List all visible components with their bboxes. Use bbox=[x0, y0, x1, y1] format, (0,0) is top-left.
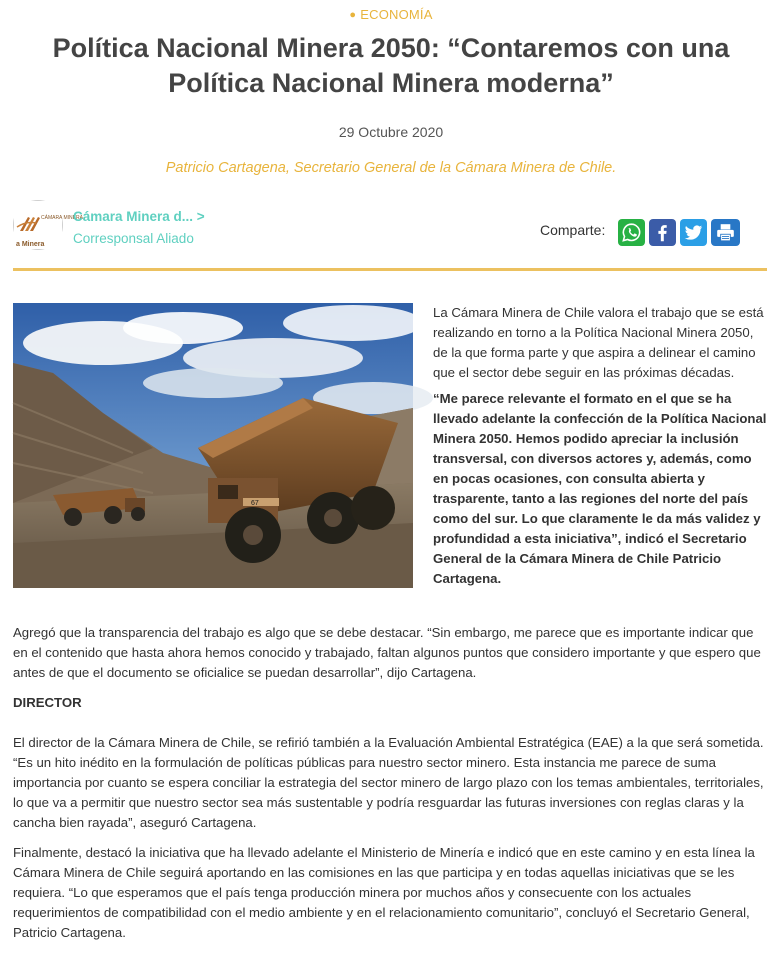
camara-minera-logo-icon bbox=[14, 201, 83, 249]
paragraph-director-text: El director de la Cámara Minera de Chile, se refirió también a la Evaluación Ambiental Estratégica (EAE) a la que será sometida. “Es un hito inédito en la formulación de políticas públicas para nuestro sector minero. Esta instancia me parece de suma importancia por cuanto se espera conciliar la estrategia del sector minero de largo plazo con los temas ambientales, territoriales, lo que va a permitir que nuestro sector sea más sustentable y podría resguardar las futuras inversiones con reglas claras y la cancha bien rayada”, aseguró Cartagena. bbox=[13, 735, 764, 830]
logo-text-top: CÁMARA MINERA bbox=[41, 215, 83, 221]
author-name-link[interactable]: Cámara Minera d... > bbox=[73, 209, 205, 224]
author-role-link[interactable]: Corresponsal Aliado bbox=[73, 231, 194, 246]
article-subtitle: Patricio Cartagena, Secretario General de la Cámara Minera de Chile. bbox=[165, 160, 617, 176]
share-twitter-button[interactable] bbox=[680, 219, 707, 246]
paragraph-final-text: Finalmente, destacó la iniciativa que ha llevado adelante el Ministerio de Minería e indicó que en este camino y en esta línea la Cámara Minera de Chile seguirá aportando en las comisiones en las que participa y en todas aquellas iniciativas que se les requiera. “Lo que esperamos que el país tenga producción minera por muchos años y consecuente con los actuales requerimientos de compatibilidad con el medio ambiente y en el relacionamiento comunitario”, concluyó el Secretario General, Patricio Cartagena. bbox=[13, 845, 755, 940]
article-date: 29 Octubre 2020 bbox=[338, 124, 444, 140]
article-photo bbox=[13, 303, 413, 588]
category-label[interactable] bbox=[0, 7, 782, 22]
paragraph-intro: La Cámara Minera de Chile valora el trabajo que se está realizando en torno a la Política Nacional Minera 2050, de la que forma parte y que aspira a delinear el camino que el sector debe seguir en las próximas décadas. bbox=[433, 305, 764, 380]
logo-text-bottom: a Minera bbox=[16, 241, 45, 248]
intro-column bbox=[433, 303, 767, 595]
print-button[interactable] bbox=[711, 219, 740, 246]
paragraph-final bbox=[13, 843, 769, 943]
print-icon bbox=[715, 222, 736, 243]
header-divider bbox=[13, 268, 767, 271]
share-facebook-button[interactable] bbox=[649, 219, 676, 246]
paragraph-director bbox=[13, 733, 769, 833]
category-dot-icon: ● bbox=[349, 9, 357, 21]
share-label: Comparte: bbox=[540, 222, 606, 238]
category-text[interactable]: ECONOMÍA bbox=[360, 7, 433, 22]
author-avatar[interactable] bbox=[13, 200, 83, 250]
section-heading-director: DIRECTOR bbox=[13, 695, 82, 710]
truck-number: 67 bbox=[251, 500, 259, 507]
whatsapp-icon bbox=[621, 222, 642, 243]
paragraph-quote: “Me parece relevante el formato en el que se ha llevado adelante la confección de la Política Nacional Minera 2050. Hemos podido apreciar la inclusión transversal, con diversos actores y, además, como en pocas ocasiones, con consulta abierta y trasparente, tanto a las regiones del norte del país como del sur. Lo que claramente le da más validez y profundidad a esta iniciativa”, indicó el Secretario General de la Cámara Minera de Chile Patricio Cartagena. bbox=[433, 391, 767, 586]
paragraph-agrego-text: Agregó que la transparencia del trabajo es algo que se debe destacar. “Sin embargo, me parece que es importante indicar que en el contenido que hasta ahora hemos conocido y trabajado, faltan algunos puntos que considero importante y que espero que antes de que el documento se oficialice se puedan desarrollar”, dijo Cartagena. bbox=[13, 625, 761, 680]
paragraph-agrego bbox=[13, 623, 769, 683]
article-title: Política Nacional Minera 2050: “Contaremos con una Política Nacional Minera moderna” bbox=[52, 33, 730, 98]
mining-trucks-image bbox=[13, 303, 413, 588]
share-whatsapp-button[interactable] bbox=[618, 219, 645, 246]
facebook-icon bbox=[652, 222, 673, 243]
twitter-icon bbox=[683, 222, 704, 243]
